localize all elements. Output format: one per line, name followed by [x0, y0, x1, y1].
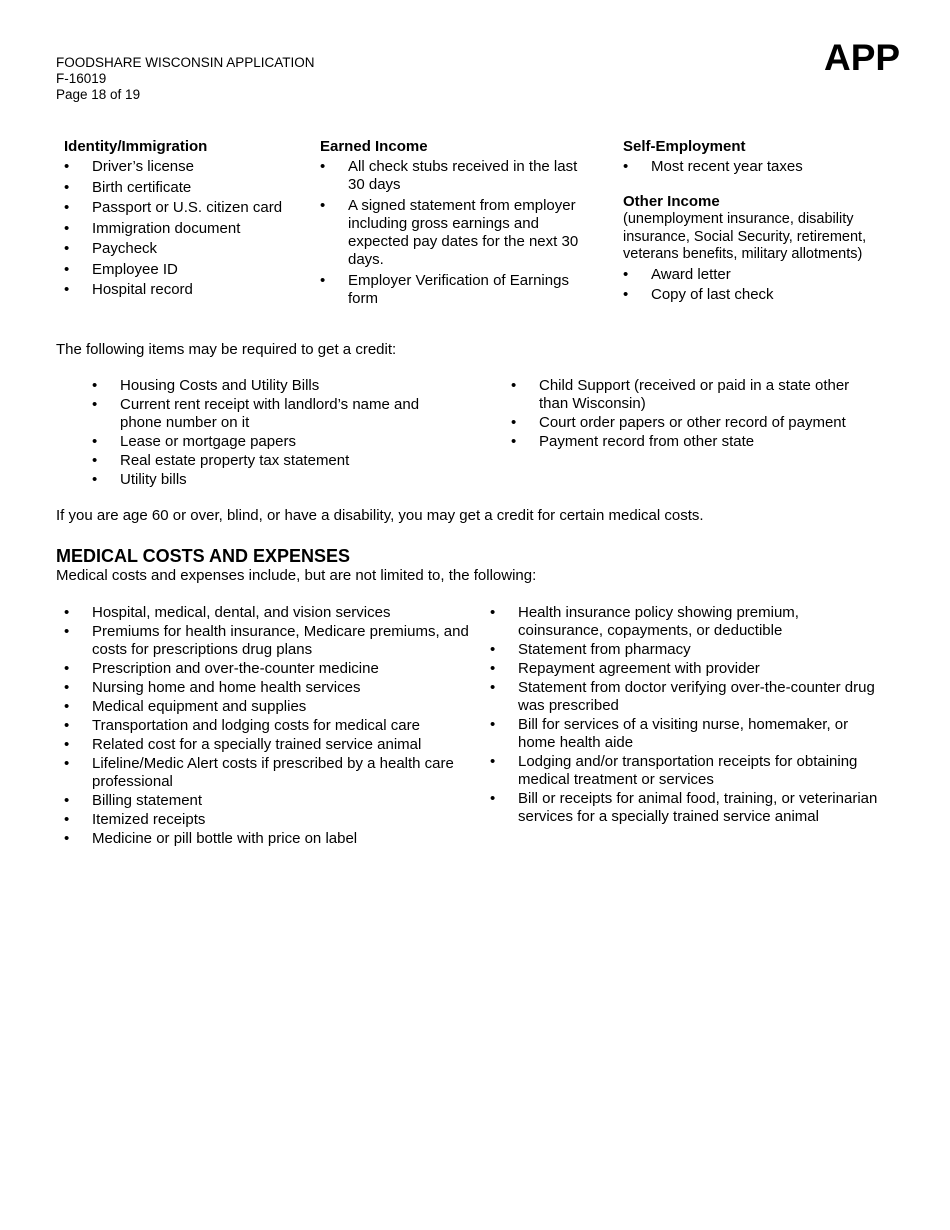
- list-item: • Lifeline/Medic Alert costs if prescribed by a health care professional: [92, 755, 477, 791]
- earned-income-list: [348, 158, 592, 308]
- earned-income-heading: Earned Income: [320, 138, 428, 155]
- list-item: • Driver’s license: [92, 158, 304, 176]
- form-title: FOODSHARE WISCONSIN APPLICATION: [56, 55, 315, 70]
- list-item: • Immigration document: [92, 220, 304, 238]
- list-item: • Most recent year taxes: [651, 158, 895, 176]
- list-item: • Utility bills: [120, 471, 460, 489]
- list-item: • All check stubs received in the last 30 days: [348, 158, 592, 194]
- list-item: • Child Support (received or paid in a state other than Wisconsin): [539, 377, 879, 413]
- list-item: • Transportation and lodging costs for medical care: [92, 717, 477, 735]
- list-item: • Employee ID: [92, 261, 304, 279]
- list-item: • Hospital, medical, dental, and vision services: [92, 604, 477, 622]
- list-item: • Statement from pharmacy: [518, 641, 878, 659]
- list-item: • Repayment agreement with provider: [518, 660, 878, 678]
- medical-intro: Medical costs and expenses include, but are not limited to, the following:: [56, 567, 537, 584]
- medical-left-list: [92, 604, 477, 848]
- list-item: • A signed statement from employer including gross earnings and expected pay dates for the next 30 days.: [348, 197, 592, 269]
- identity-heading: Identity/Immigration: [64, 138, 208, 155]
- medical-section-title: MEDICAL COSTS AND EXPENSES: [56, 546, 351, 566]
- identity-column: [64, 138, 304, 299]
- list-item: • Health insurance policy showing premium, coinsurance, copayments, or deductible: [518, 604, 878, 640]
- medical-right-list: [518, 604, 878, 826]
- list-item: • Award letter: [651, 266, 895, 284]
- list-item: • Hospital record: [92, 281, 304, 299]
- self-employment-column: [623, 138, 895, 304]
- other-income-list: [651, 266, 895, 304]
- list-item: • Premiums for health insurance, Medicare premiums, and costs for prescriptions drug plans: [92, 623, 477, 659]
- form-number: F-16019: [56, 71, 107, 86]
- list-item: • Statement from doctor verifying over-the-counter drug was prescribed: [518, 679, 878, 715]
- list-item: • Billing statement: [92, 792, 477, 810]
- list-item: • Current rent receipt with landlord’s name and phone number on it: [120, 396, 460, 432]
- credit-intro: The following items may be required to get a credit:: [56, 341, 397, 358]
- credit-right-list: [539, 377, 879, 451]
- credit-left-list: [120, 377, 460, 489]
- list-item: • Passport or U.S. citizen card: [92, 199, 304, 217]
- list-item: • Paycheck: [92, 240, 304, 258]
- identity-list: [92, 158, 304, 299]
- list-item: • Bill or receipts for animal food, training, or veterinarian services for a specially trained service animal: [518, 790, 878, 826]
- self-employment-heading: Self-Employment: [623, 138, 746, 155]
- list-item: • Copy of last check: [651, 286, 895, 304]
- list-item: • Real estate property tax statement: [120, 452, 460, 470]
- list-item: • Employer Verification of Earnings form: [348, 272, 592, 308]
- app-tag: APP: [824, 37, 901, 78]
- list-item: • Medical equipment and supplies: [92, 698, 477, 716]
- list-item: • Housing Costs and Utility Bills: [120, 377, 460, 395]
- list-item: • Court order papers or other record of payment: [539, 414, 879, 432]
- list-item: • Related cost for a specially trained service animal: [92, 736, 477, 754]
- medical-credit-note: If you are age 60 or over, blind, or have a disability, you may get a credit for certain medical costs.: [56, 507, 704, 524]
- earned-income-column: [320, 138, 592, 308]
- other-income-heading: Other Income: [623, 193, 720, 210]
- list-item: • Prescription and over-the-counter medicine: [92, 660, 477, 678]
- list-item: • Lodging and/or transportation receipts for obtaining medical treatment or services: [518, 753, 878, 789]
- list-item: • Medicine or pill bottle with price on label: [92, 830, 477, 848]
- list-item: • Bill for services of a visiting nurse, homemaker, or home health aide: [518, 716, 878, 752]
- self-employment-list: [651, 158, 895, 176]
- list-item: • Payment record from other state: [539, 433, 879, 451]
- list-item: • Lease or mortgage papers: [120, 433, 460, 451]
- page-label: Page 18 of 19: [56, 87, 141, 102]
- other-income-note: (unemployment insurance, disability insurance, Social Security, retirement, veterans benefits, military allotments): [623, 211, 867, 262]
- list-item: • Itemized receipts: [92, 811, 477, 829]
- list-item: • Nursing home and home health services: [92, 679, 477, 697]
- list-item: • Birth certificate: [92, 179, 304, 197]
